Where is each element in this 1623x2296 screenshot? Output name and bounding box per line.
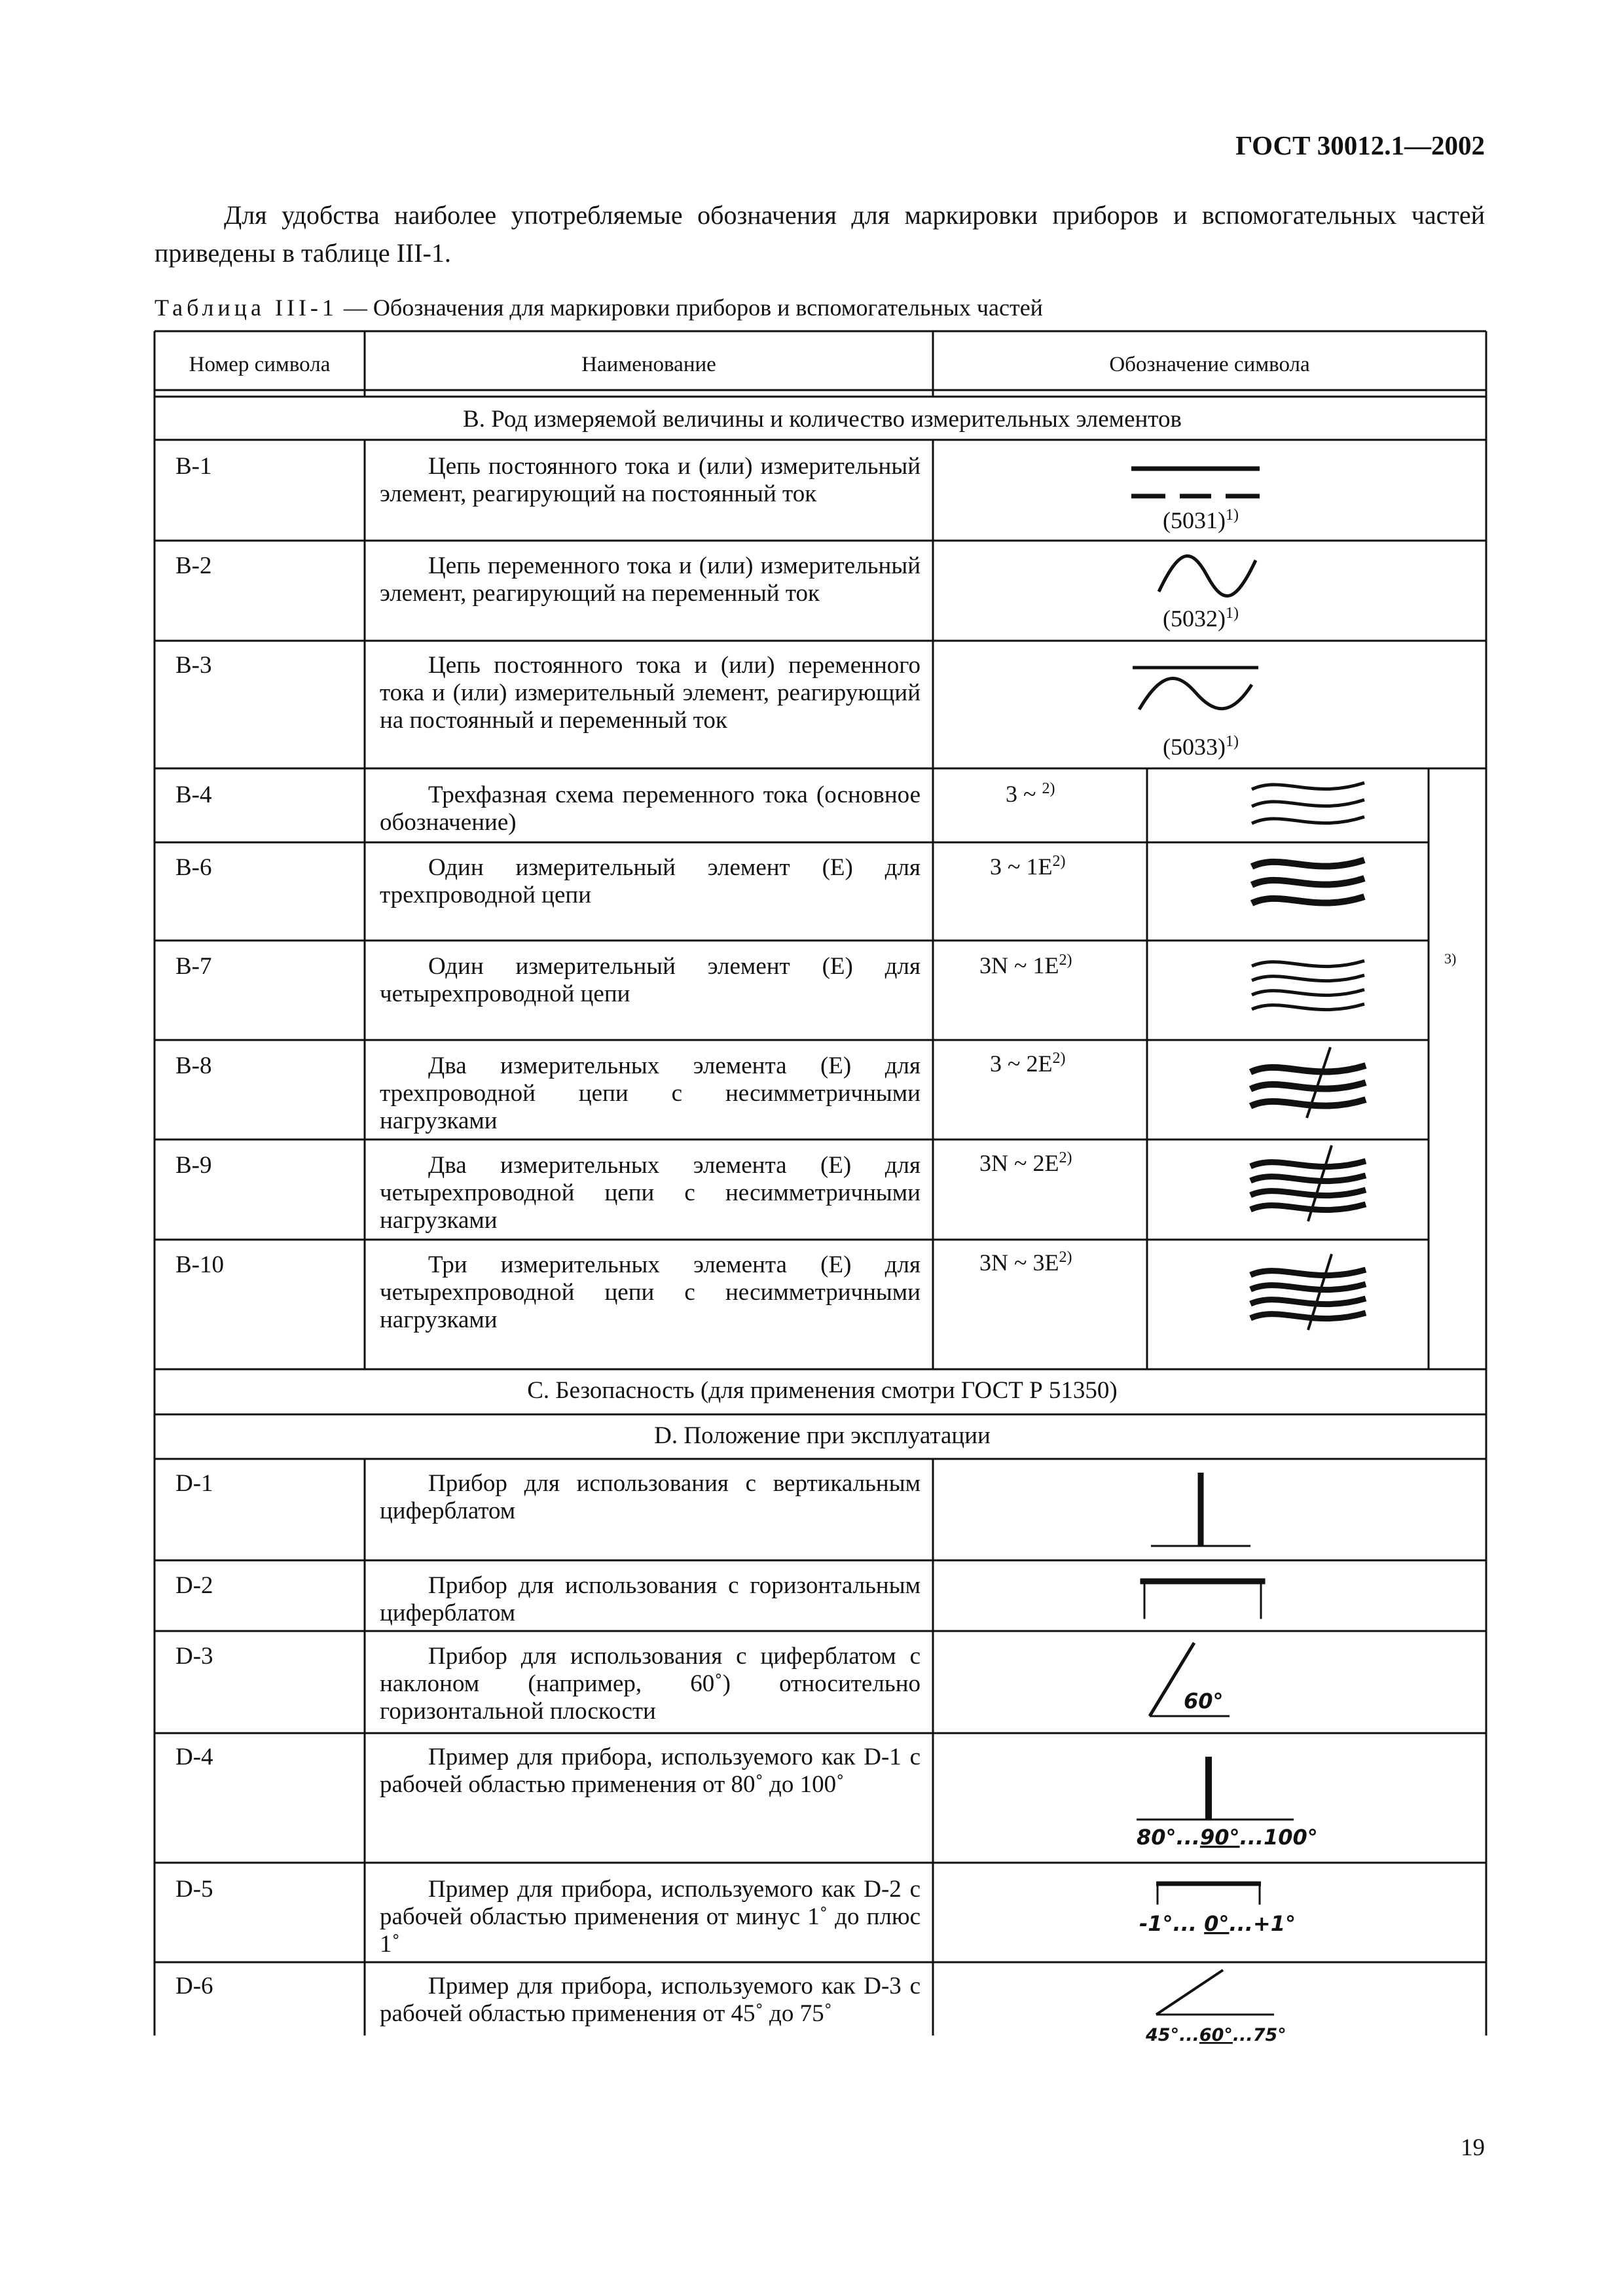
four-wire-one-element-icon	[1249, 956, 1367, 1021]
horizontal-dial-icon	[1140, 1576, 1265, 1622]
section-heading-b: B. Род измеряемой величины и количество измерительных элементов	[463, 406, 1182, 433]
footnote-ref: 2)	[1042, 780, 1055, 797]
symbol-name: Цепь постоянного тока и (или) измерительный элемент, реагирующий на постоянный ток	[380, 453, 921, 507]
symbol-number: D-4	[175, 1744, 213, 1770]
document-designation: ГОСТ 30012.1—2002	[1235, 130, 1485, 160]
three-phase-one-element-icon	[1249, 851, 1367, 916]
page-number: 19	[1461, 2134, 1485, 2161]
group-footnote-ref	[1444, 950, 1456, 976]
symbol-name: Пример для прибора, используемого как D-2 с рабочей областью применения от минус 1˚ до плюс 1˚	[380, 1876, 921, 1958]
symbol-code-text: 3 ~ 1E	[990, 853, 1053, 880]
vertical-range-icon	[1130, 1751, 1318, 1850]
symbol-number: D-3	[175, 1643, 213, 1670]
inclined-dial-angle-label: 60°	[1184, 1689, 1224, 1713]
dc-icon	[1123, 463, 1267, 503]
symbol-code	[1006, 780, 1055, 808]
footnote-ref: 1)	[1225, 605, 1239, 622]
footnote-ref: 2)	[1059, 1149, 1072, 1166]
range-nominal-label: 0°	[1204, 1911, 1230, 1936]
section-heading-c: C. Безопасность (для применения смотри ГОСТ Р 51350)	[527, 1377, 1118, 1404]
column-header-number: Номер символа	[189, 353, 331, 376]
footnote-ref: 1)	[1225, 507, 1239, 524]
table-caption-text: — Обозначения для маркировки приборов и вспомогательных частей	[337, 295, 1043, 321]
three-wire-two-elements-icon	[1247, 1042, 1371, 1121]
symbol-code-text: 3N ~ 2E	[979, 1150, 1059, 1176]
inclined-dial-icon	[1140, 1640, 1239, 1725]
symbol-number: B-7	[175, 953, 212, 980]
symbol-reference	[1163, 733, 1239, 761]
footnote-ref: 2)	[1059, 1249, 1072, 1266]
symbol-name: Прибор для использования с вертикальным циферблатом	[380, 1470, 921, 1524]
symbol-name: Прибор для использования с циферблатом с наклоном (например, 60˚) относительно горизонтальной плоскости	[380, 1643, 921, 1725]
symbol-code	[979, 952, 1072, 979]
symbol-name: Трехфазная схема переменного тока (основное обозначение)	[380, 781, 921, 836]
range-nominal-label: 90°	[1200, 1825, 1240, 1850]
symbol-code	[979, 1249, 1072, 1276]
symbol-number: D-6	[175, 1973, 213, 2000]
symbol-number: B-6	[175, 854, 212, 881]
symbol-reference	[1163, 605, 1239, 632]
symbol-code	[990, 853, 1065, 880]
symbol-number: B-8	[175, 1052, 212, 1079]
horizontal-range-icon	[1130, 1876, 1294, 1941]
column-header-symbol: Обозначение символа	[1109, 353, 1310, 376]
symbol-name: Один измерительный элемент (E) для четырехпроводной цепи	[380, 953, 921, 1007]
symbol-name: Прибор для использования с горизонтальным циферблатом	[380, 1572, 921, 1626]
inclined-range-icon	[1130, 1967, 1294, 2046]
symbol-name: Три измерительных элемента (E) для четырехпроводной цепи с несимметричными нагрузками	[380, 1251, 921, 1333]
three-phase-icon	[1249, 776, 1367, 835]
symbol-name: Пример для прибора, используемого как D-3 с рабочей областью применения от 45˚ до 75˚	[380, 1973, 921, 2027]
range-label	[1139, 1911, 1296, 1936]
range-min-label: -1°...	[1139, 1911, 1205, 1936]
intro-paragraph: Для удобства наиболее употребляемые обозначения для маркировки приборов и вспомогательных частей приведены в таблице III-1.	[155, 200, 1485, 268]
symbol-code-text: 3N ~ 3E	[979, 1249, 1059, 1276]
table-caption-label: Таблица III-1	[155, 295, 338, 321]
symbol-code-text: 3 ~ 2E	[990, 1050, 1053, 1077]
range-label	[1137, 1825, 1318, 1850]
symbol-number: B-3	[175, 652, 212, 679]
symbol-reference	[1163, 507, 1239, 534]
symbol-name: Один измерительный элемент (E) для трехпроводной цепи	[380, 854, 921, 908]
symbol-number: B-4	[175, 781, 212, 808]
symbol-number: B-2	[175, 552, 212, 579]
symbol-number: B-10	[175, 1251, 224, 1278]
symbol-number: D-2	[175, 1572, 213, 1599]
symbol-code	[979, 1149, 1072, 1177]
symbol-number: D-5	[175, 1876, 213, 1903]
symbol-name: Два измерительных элемента (E) для трехпроводной цепи с несимметричными нагрузками	[380, 1052, 921, 1134]
symbol-number: D-1	[175, 1470, 213, 1497]
four-wire-two-elements-icon	[1247, 1140, 1371, 1225]
footnote-ref: 2)	[1059, 952, 1072, 969]
range-nominal-label: 60°	[1199, 2025, 1233, 2045]
symbol-number: B-1	[175, 453, 212, 480]
footnote-ref: 2)	[1052, 853, 1066, 870]
symbol-reference-number: (5031)	[1163, 507, 1226, 533]
symbol-reference-number: (5033)	[1163, 734, 1226, 760]
symbol-name: Пример для прибора, используемого как D-1 с рабочей областью применения от 80˚ до 100˚	[380, 1744, 921, 1798]
symbol-reference-number: (5032)	[1163, 605, 1226, 632]
range-max-label: ...75°	[1232, 2025, 1286, 2045]
dc-ac-icon	[1130, 662, 1261, 721]
symbol-code	[990, 1050, 1065, 1077]
footnote-ref: 3)	[1444, 950, 1457, 967]
four-wire-three-elements-icon	[1247, 1249, 1371, 1334]
symbol-name: Цепь переменного тока и (или) измерительный элемент, реагирующий на переменный ток	[380, 552, 921, 607]
footnote-ref: 2)	[1052, 1050, 1066, 1067]
table-caption	[155, 294, 1043, 321]
range-min-label: 80°...	[1137, 1825, 1200, 1850]
range-label	[1145, 2025, 1286, 2045]
section-heading-d: D. Положение при эксплуатации	[654, 1422, 991, 1449]
symbol-number: B-9	[175, 1152, 212, 1179]
symbol-code-text: 3N ~ 1E	[979, 952, 1059, 978]
symbol-name: Цепь постоянного тока и (или) переменного тока и (или) измерительный элемент, реагирующий на постоянный и переменный ток	[380, 652, 921, 734]
footnote-ref: 1)	[1225, 733, 1239, 750]
range-max-label: ...+1°	[1229, 1911, 1296, 1936]
vertical-dial-icon	[1148, 1470, 1253, 1549]
symbol-code-text: 3 ~	[1006, 781, 1036, 807]
column-header-name: Наименование	[581, 353, 716, 376]
range-max-label: ...100°	[1239, 1825, 1318, 1850]
range-min-label: 45°...	[1146, 2025, 1199, 2045]
ac-icon	[1155, 554, 1260, 600]
symbol-name: Два измерительных элемента (E) для четырехпроводной цепи с несимметричными нагрузками	[380, 1152, 921, 1234]
